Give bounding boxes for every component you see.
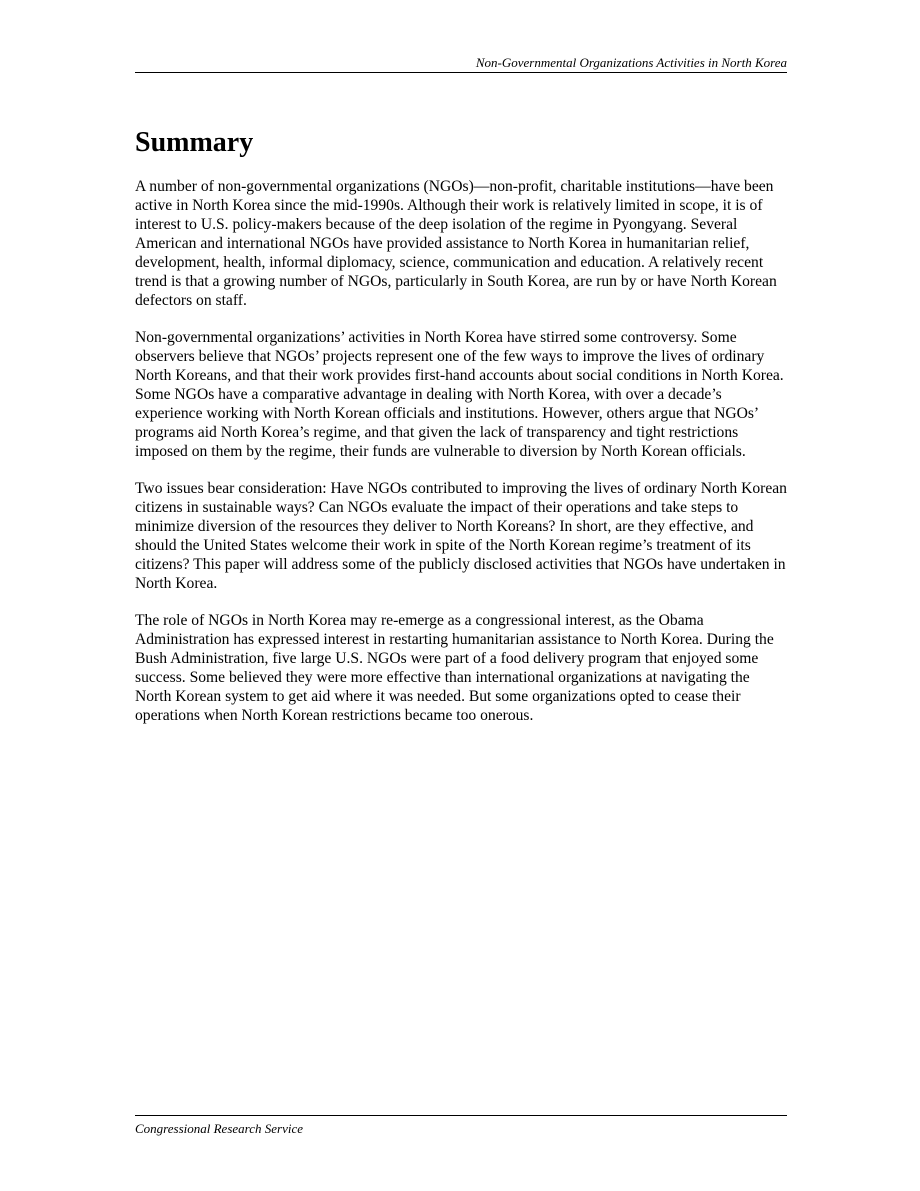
footer-rule <box>135 1115 787 1116</box>
body-paragraph-3: Two issues bear consideration: Have NGOs contributed to improving the lives of ordinary North Korean citizens in sustainable ways? Can NGOs evaluate the impact of their operations and take steps to minimize diversion of the resources they deliver to North Koreans? In short, are they effective, and should the United States welcome their work in spite of the North Korean regime’s treatment of its citizens? This paper will address some of the publicly disclosed activities that NGOs have undertaken in North Korea. <box>135 480 787 592</box>
header-rule <box>135 72 787 73</box>
running-footer: Congressional Research Service <box>135 1121 303 1136</box>
section-title: Summary <box>135 127 254 158</box>
body-text <box>135 177 787 743</box>
body-paragraph-4: The role of NGOs in North Korea may re-emerge as a congressional interest, as the Obama Administration has expressed interest in restarting humanitarian assistance to North Korea. During the Bush Administration, five large U.S. NGOs were part of a food delivery program that enjoyed some success. Some believed they were more effective than international organizations at navigating the North Korean system to get aid where it was needed. But some organizations opted to cease their operations when North Korean restrictions became too onerous. <box>135 612 774 724</box>
body-paragraph-1: A number of non-governmental organizations (NGOs)—non-profit, charitable institutions—have been active in North Korea since the mid-1990s. Although their work is relatively limited in scope, it is of interest to U.S. policy-makers because of the deep isolation of the regime in Pyongyang. Several American and international NGOs have provided assistance to North Korea in humanitarian relief, development, health, informal diplomacy, science, communication and education. A relatively recent trend is that a growing number of NGOs, particularly in South Korea, are run by or have North Korean defectors on staff. <box>135 178 777 309</box>
body-paragraph-2: Non-governmental organizations’ activities in North Korea have stirred some controversy. Some observers believe that NGOs’ projects represent one of the few ways to improve the lives of ordinary North Koreans, and that their work provides first-hand accounts about social conditions in North Korea. Some NGOs have a comparative advantage in dealing with North Korea, with over a decade’s experience working with North Korean officials and institutions. However, others argue that NGOs’ programs aid North Korea’s regime, and that given the lack of transparency and tight restrictions imposed on them by the regime, their funds are vulnerable to diversion by North Korean officials. <box>135 329 784 460</box>
running-header: Non-Governmental Organizations Activities in North Korea <box>475 55 787 70</box>
